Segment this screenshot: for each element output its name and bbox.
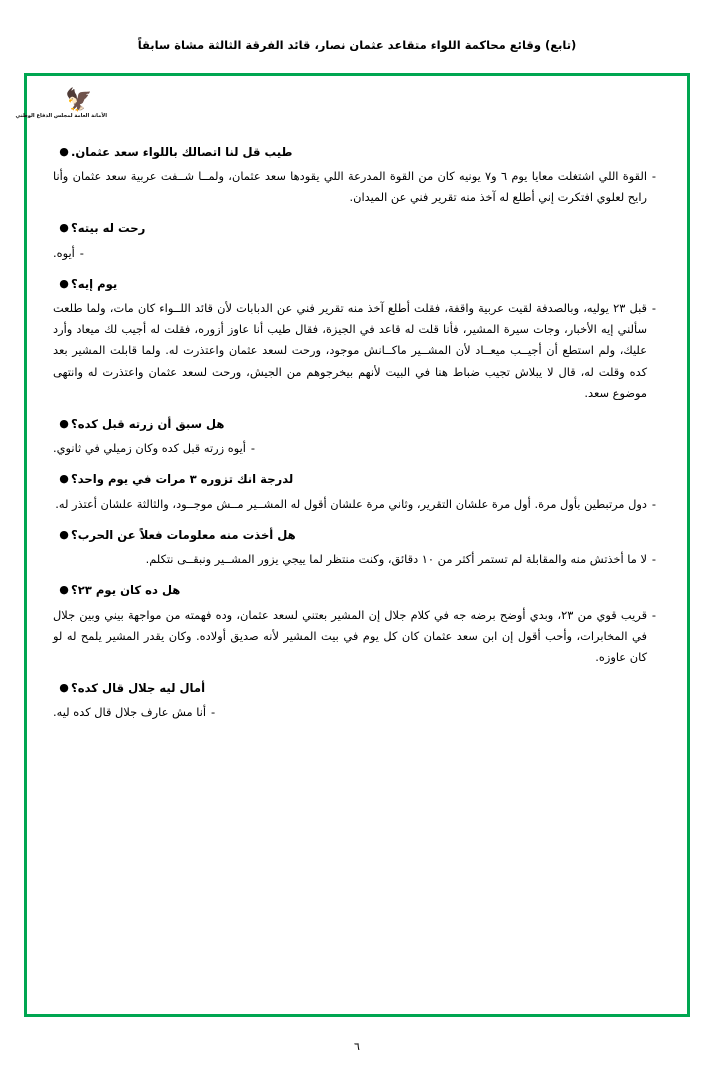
bullet-icon: ● xyxy=(59,527,69,541)
bullet-icon: ● xyxy=(59,583,69,597)
emblem-logo xyxy=(15,88,107,136)
question-line xyxy=(53,678,661,698)
question-line xyxy=(53,525,661,545)
qa-item xyxy=(53,525,661,571)
answer-text: أيوه زرته قبل كده وكان زميلي في ثانوي. xyxy=(53,441,246,456)
page-number: ٦ xyxy=(354,1040,360,1053)
bullet-icon: ● xyxy=(59,277,69,291)
answer-line xyxy=(53,494,661,515)
answer-text: قبل ٢٣ يوليه، وبالصدفة لقيت عربية واقفة، فقلت أطلع آخذ منه تقرير فني عن الدبابات لأن قائد اللــواء كان مات، ولما طلعت سألني إيه الأخبار، وجات سيرة المشير، فأنا قلت له قاعد في الجيزة، فقال طيب أنا عاوز أزوره، فقلت له أجيب لك ميعاد وأرد عليك، ولم استطع أن أجيــب ميعــاد لأن المشــير ماكــانش موجود، ورحت لسعد عثمان واعتذرت له. ولما قابلت المشير بعد كده وقلت له، قال لا يبلاش تجيب ضباط هنا في البيت لأنهم بيخرجوهم من الجيش، ورحت لسعد عثمان واعتذرت له وانتهى موضوع سعد. xyxy=(53,301,647,400)
content-frame xyxy=(15,73,690,1017)
dash-icon: - xyxy=(651,607,657,622)
question-line xyxy=(53,218,661,238)
question-text: هل ده كان يوم ٢٣؟ xyxy=(71,583,181,598)
dash-icon: - xyxy=(651,552,657,567)
question-line xyxy=(53,142,661,162)
question-text: رحت له بيته؟ xyxy=(71,221,146,236)
bullet-icon: ● xyxy=(59,472,69,486)
question-line xyxy=(53,580,661,600)
answer-text: دول مرتبطين بأول مرة. أول مرة علشان التقرير، وثاني مرة علشان أقول له المشــير مــش موجــود، والثالثة علشان أعتذر له. xyxy=(55,496,647,511)
answer-text: القوة اللي اشتغلت معايا يوم ٦ و٧ يونيه كان من القوة المدرعة اللي يقودها سعد عثمان، ولمــا شــفت عربية سعد عثمان وأنا رايح لعلوي افتكرت إني أطلع له آخذ منه تقرير فني عن الميدان. xyxy=(53,169,647,205)
eagle-icon: 🦅 xyxy=(65,88,93,113)
answer-text: قريب قوي من ٢٣، وبدي أوضح برضه جه في كلام جلال إن المشير بعتني لسعد عثمان، وده فهمته من مواجهة بيني وبين جلال في المخابرات، وأحب أقول إن ابن سعد عثمان كان كل يوم في بيت المشير لأنه صديق أولاده. وكان يقدر المشير يلمح له لو كان عاوزه. xyxy=(53,607,648,664)
answer-line xyxy=(53,243,661,264)
answer-text: أيوه. xyxy=(53,245,75,260)
page-header: (تابع) وقائع محاكمة اللواء متقاعد عثمان نصار، قائد الفرقة الثالثة مشاة سابقاً xyxy=(137,38,577,52)
bullet-icon: ● xyxy=(59,221,69,235)
answer-line xyxy=(53,166,661,208)
qa-item xyxy=(53,414,661,460)
answer-line xyxy=(53,605,661,668)
question-text: هل سبق أن زرته قبل كده؟ xyxy=(71,416,225,431)
dash-icon: - xyxy=(651,301,657,316)
qa-item xyxy=(53,218,661,264)
question-text: أمال ليه جلال قال كده؟ xyxy=(71,680,206,695)
qa-item xyxy=(53,142,661,208)
question-line xyxy=(53,469,661,489)
qa-item xyxy=(53,678,661,724)
answer-line xyxy=(53,438,661,459)
dash-icon: - xyxy=(79,245,84,260)
dash-icon: - xyxy=(651,496,657,511)
question-text: لدرجة انك تزوره ٣ مرات في يوم واحد؟ xyxy=(71,472,294,487)
answer-line xyxy=(53,702,661,723)
bullet-icon: ● xyxy=(59,416,69,430)
answer-line xyxy=(53,298,661,403)
answer-text: أنا مش عارف جلال قال كده ليه. xyxy=(53,705,207,720)
question-line xyxy=(53,274,661,294)
answer-line xyxy=(53,549,661,570)
answer-text: لا ما أخذتش منه والمقابلة لم تستمر أكثر من ١٠ دقائق، وكنت منتظر لما ييجي يزور المشــير ونبقــى نتكلم. xyxy=(145,552,647,567)
question-text: يوم إيه؟ xyxy=(71,277,118,292)
question-line xyxy=(53,414,661,434)
question-text: طيب قل لنا اتصالك باللواء سعد عثمان. xyxy=(71,145,293,159)
qa-item xyxy=(53,580,661,668)
bullet-icon: ● xyxy=(59,145,69,158)
dash-icon: - xyxy=(651,169,657,184)
bullet-icon: ● xyxy=(59,680,69,694)
transcript-body xyxy=(53,142,661,724)
question-text: هل أخذت منه معلومات فعلاً عن الحرب؟ xyxy=(71,527,296,542)
dash-icon: - xyxy=(250,441,256,456)
qa-item xyxy=(53,469,661,515)
logo-caption: الأمانة العامة لمجلس الدفاع الوطني xyxy=(15,113,107,119)
qa-item xyxy=(53,274,661,404)
dash-icon: - xyxy=(210,705,216,720)
content-frame-inner xyxy=(15,76,687,1014)
